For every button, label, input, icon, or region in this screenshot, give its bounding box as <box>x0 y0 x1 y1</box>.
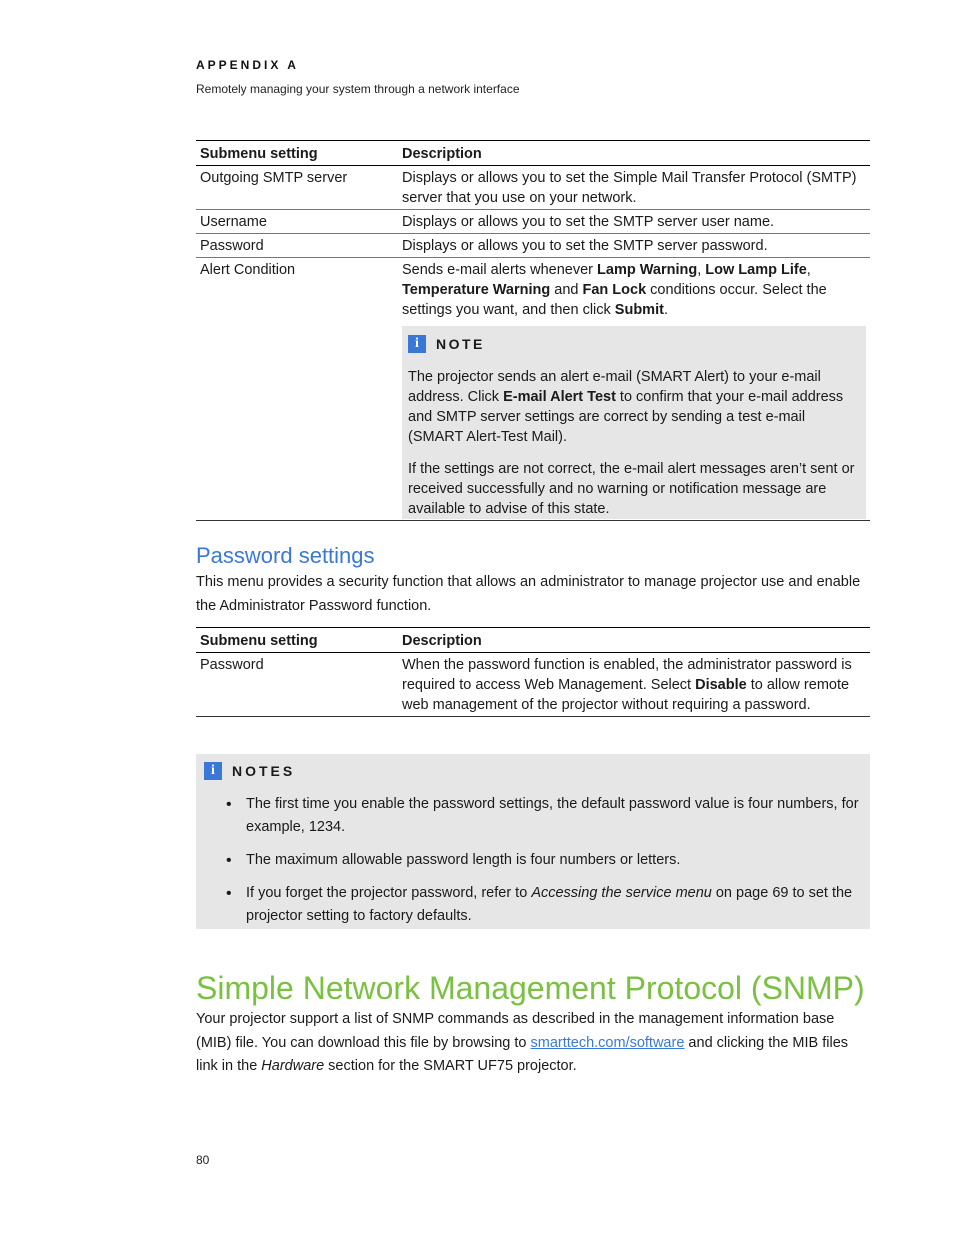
password-table-wrap <box>196 627 870 717</box>
table-row <box>196 166 870 210</box>
setting-cell: Password <box>196 234 398 258</box>
bold-term: Lamp Warning <box>597 262 698 278</box>
page-heading: Simple Network Management Protocol (SNMP) <box>196 970 865 1006</box>
setting-cell: Alert Condition <box>196 258 398 521</box>
password-table <box>196 627 870 717</box>
column-header: Description <box>398 628 870 653</box>
bold-term: E-mail Alert Test <box>503 389 616 405</box>
bold-term: Disable <box>695 677 747 693</box>
note-text: If you forget the projector password, refer to <box>246 885 532 901</box>
description-text: . <box>663 302 668 318</box>
emphasis-text: Hardware <box>261 1058 325 1074</box>
software-link[interactable]: smarttech.com/software <box>530 1034 685 1051</box>
appendix-label: APPENDIX A <box>196 58 299 72</box>
bold-term: Submit <box>614 302 664 318</box>
body-text: section for the SMART UF75 projector. <box>324 1058 577 1074</box>
description-cell <box>398 653 870 717</box>
description-cell: Displays or allows you to set the Simple Mail Transfer Protocol (SMTP) server that you use on your network. <box>398 166 870 210</box>
note-paragraph: If the settings are not correct, the e-mail alert messages aren’t sent or received successfully and no warning or notification message are available to advise of this state. <box>408 461 855 517</box>
list-item: • The maximum allowable password length is four numbers or letters. <box>226 849 861 872</box>
description-cell <box>398 258 870 521</box>
snmp-paragraph <box>196 1008 870 1079</box>
description-text: When the password function is enabled, the administrator password is required to access Web Management. Select <box>402 657 852 693</box>
notes-box <box>196 754 870 929</box>
body-text: and clicking the MIB files link in the <box>196 1034 849 1074</box>
note-paragraph <box>408 367 860 447</box>
smtp-settings-table-wrap <box>196 140 870 521</box>
description-text: , <box>697 262 706 278</box>
description-text: to allow remote web management of the projector without requiring a password. <box>402 677 850 713</box>
note-text: to confirm that your e-mail address and SMTP server settings are correct by sending a test e-mail (SMART Alert-Test Mail). <box>408 389 844 445</box>
note-title: NOTE <box>436 336 485 352</box>
table-row <box>196 653 870 717</box>
column-header: Description <box>398 141 870 166</box>
body-text: Your projector support a list of SNMP commands as described in the management information base (MIB) file. You can download this file by browsing to <box>196 1011 835 1051</box>
info-icon: i <box>408 335 426 353</box>
table-row <box>196 210 870 234</box>
note-text: The projector sends an alert e-mail (SMART Alert) to your e-mail address. Click <box>408 369 821 405</box>
bold-term: Low Lamp Life <box>705 262 807 278</box>
description-cell: Displays or allows you to set the SMTP server password. <box>398 234 870 258</box>
table-row <box>196 234 870 258</box>
cross-reference: Accessing the service menu <box>531 885 712 901</box>
notes-title: NOTES <box>232 763 296 779</box>
note-heading <box>408 334 860 354</box>
page-number: 80 <box>196 1153 210 1167</box>
bold-term: Temperature Warning <box>402 282 551 298</box>
section-heading: Password settings <box>196 543 375 568</box>
description-text: conditions occur. Select the settings you want, and then click <box>402 282 827 318</box>
notes-heading <box>204 762 295 780</box>
list-item: • The first time you enable the password settings, the default password value is four numbers, for example, 1234. <box>226 793 861 839</box>
bold-term: Fan Lock <box>582 282 647 298</box>
setting-cell: Password <box>196 653 398 717</box>
table-header-row <box>196 628 870 653</box>
smtp-settings-table <box>196 140 870 521</box>
notes-list <box>226 793 861 938</box>
info-icon: i <box>204 762 222 780</box>
list-item <box>226 882 861 928</box>
chapter-subtitle: Remotely managing your system through a network interface <box>196 82 520 96</box>
table-row <box>196 258 870 521</box>
note-text: on page 69 to set the projector setting to factory defaults. <box>246 885 853 924</box>
description-text: , <box>806 262 811 278</box>
note-box <box>402 326 866 519</box>
column-header: Submenu setting <box>196 141 398 166</box>
description-text: Sends e-mail alerts whenever <box>402 262 598 278</box>
table-header-row <box>196 141 870 166</box>
description-cell: Displays or allows you to set the SMTP server user name. <box>398 210 870 234</box>
column-header: Submenu setting <box>196 628 398 653</box>
description-text: and <box>550 282 583 298</box>
setting-cell: Outgoing SMTP server <box>196 166 398 210</box>
section-intro: This menu provides a security function that allows an administrator to manage projector use and enable the Administrator Password function. <box>196 574 861 614</box>
setting-cell: Username <box>196 210 398 234</box>
